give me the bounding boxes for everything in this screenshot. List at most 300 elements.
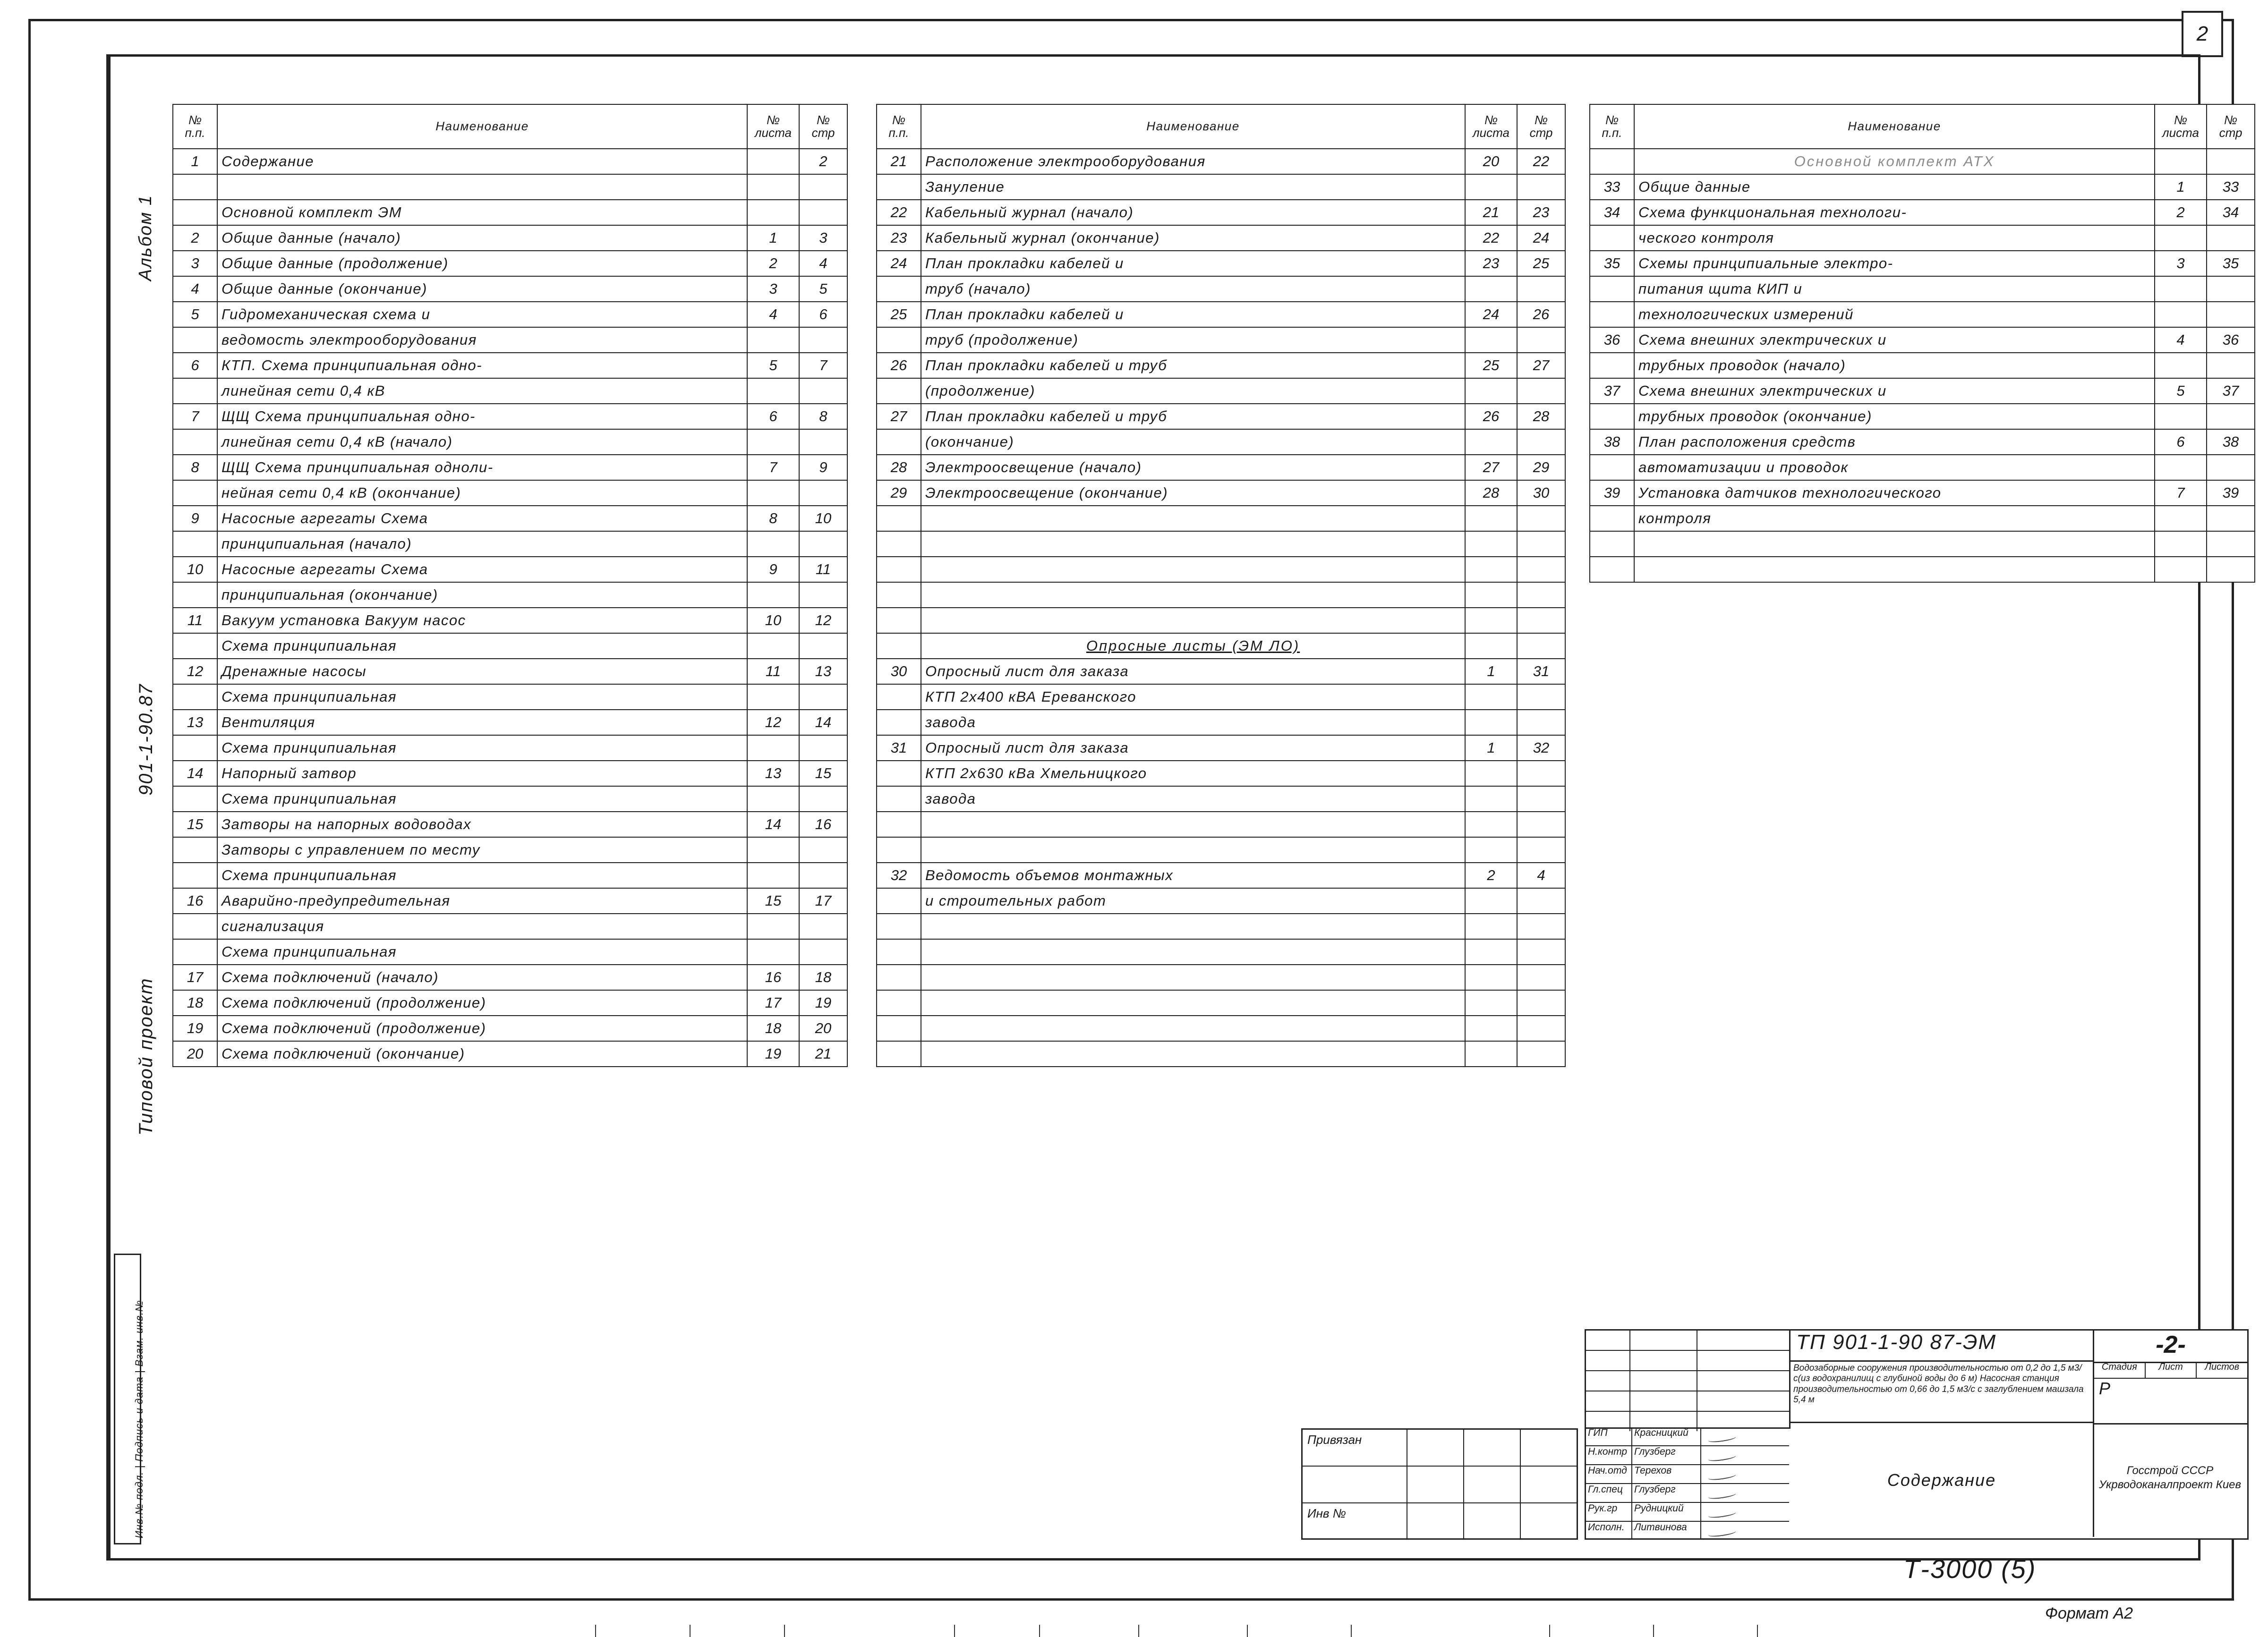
row-page-number xyxy=(2207,506,2255,531)
row-number: 32 xyxy=(877,863,921,888)
table-row xyxy=(877,633,1565,659)
table-row xyxy=(173,531,847,557)
row-number xyxy=(877,378,921,404)
binding-row-privyazan xyxy=(1303,1430,1577,1467)
table-row xyxy=(877,735,1565,761)
row-title: линейная сети 0,4 кВ xyxy=(217,378,747,404)
header-sheet: № листа xyxy=(1465,104,1517,149)
row-page-number: 26 xyxy=(1517,302,1565,327)
row-title: труб (начало) xyxy=(921,276,1465,302)
table-row xyxy=(173,965,847,990)
signature-mark xyxy=(1701,1484,1789,1502)
row-sheet-number: 2 xyxy=(1465,863,1517,888)
row-page-number xyxy=(1517,582,1565,608)
row-sheet-number xyxy=(2155,302,2207,327)
row-page-number: 24 xyxy=(1517,225,1565,251)
row-sheet-number xyxy=(747,378,799,404)
row-number xyxy=(877,506,921,531)
table-row xyxy=(173,327,847,353)
row-number: 31 xyxy=(877,735,921,761)
row-sheet-number: 4 xyxy=(747,302,799,327)
left-stamp-column xyxy=(111,59,158,1551)
row-number: 12 xyxy=(173,659,217,684)
table-row xyxy=(877,608,1565,633)
row-title: Схема принципиальная xyxy=(217,863,747,888)
table-row xyxy=(173,225,847,251)
row-sheet-number: 25 xyxy=(1465,353,1517,378)
row-title xyxy=(921,939,1465,965)
row-title xyxy=(921,965,1465,990)
row-number xyxy=(877,812,921,837)
row-number: 28 xyxy=(877,455,921,480)
table-row xyxy=(877,174,1565,200)
row-title: принципиальная (окончание) xyxy=(217,582,747,608)
row-sheet-number: 3 xyxy=(2155,251,2207,276)
row-sheet-number xyxy=(747,174,799,200)
row-page-number xyxy=(799,939,847,965)
table-row xyxy=(1590,225,2255,251)
row-page-number: 19 xyxy=(799,990,847,1016)
corner-page-number: 2 xyxy=(2182,11,2223,57)
row-title: Схема функциональная технологи- xyxy=(1634,200,2155,225)
revision-row xyxy=(1586,1371,1789,1391)
row-page-number xyxy=(1517,786,1565,812)
row-sheet-number xyxy=(747,531,799,557)
row-page-number: 38 xyxy=(2207,429,2255,455)
row-number xyxy=(173,429,217,455)
row-title: Схема подключений (окончание) xyxy=(217,1041,747,1067)
row-sheet-number xyxy=(2155,353,2207,378)
row-page-number xyxy=(799,531,847,557)
row-page-number xyxy=(799,200,847,225)
row-sheet-number xyxy=(2155,276,2207,302)
ruler-tick xyxy=(1247,1625,1248,1637)
row-title: и строительных работ xyxy=(921,888,1465,914)
row-title: Затворы с управлением по месту xyxy=(217,837,747,863)
row-title: Гидромеханическая схема и xyxy=(217,302,747,327)
row-number xyxy=(173,174,217,200)
table-row xyxy=(173,455,847,480)
row-sheet-number: 3 xyxy=(747,276,799,302)
stage-header-stage: Стадия xyxy=(2094,1362,2146,1378)
row-title: КТП 2х630 кВа Хмельницкого xyxy=(921,761,1465,786)
table-row xyxy=(877,225,1565,251)
row-title: Аварийно-предупредительная xyxy=(217,888,747,914)
row-title: Насосные агрегаты Схема xyxy=(217,557,747,582)
stage-header-sheets: Листов xyxy=(2205,1362,2240,1372)
row-title: Схема внешних электрических и xyxy=(1634,378,2155,404)
row-page-number: 18 xyxy=(799,965,847,990)
row-page-number xyxy=(2207,353,2255,378)
table-row xyxy=(173,582,847,608)
signature-mark xyxy=(1701,1427,1789,1445)
row-sheet-number: 15 xyxy=(747,888,799,914)
row-title: принципиальная (начало) xyxy=(217,531,747,557)
table-row xyxy=(1590,378,2255,404)
row-page-number xyxy=(1517,174,1565,200)
table-row xyxy=(1590,276,2255,302)
row-number: 16 xyxy=(173,888,217,914)
row-sheet-number xyxy=(747,149,799,174)
row-page-number: 35 xyxy=(2207,251,2255,276)
row-number xyxy=(173,327,217,353)
row-title: Общие данные (окончание) xyxy=(217,276,747,302)
row-sheet-number: 13 xyxy=(747,761,799,786)
stage-header-sheet: Лист xyxy=(2146,1362,2197,1378)
row-title xyxy=(921,990,1465,1016)
row-sheet-number xyxy=(1465,429,1517,455)
signature-mark xyxy=(1701,1503,1789,1521)
row-number: 36 xyxy=(1590,327,1634,353)
row-title: Общие данные (продолжение) xyxy=(217,251,747,276)
signature-name: Красницкий xyxy=(1632,1427,1701,1445)
row-sheet-number xyxy=(2155,225,2207,251)
table-row xyxy=(173,684,847,710)
revision-row xyxy=(1586,1331,1789,1351)
row-page-number xyxy=(799,786,847,812)
table-row xyxy=(173,608,847,633)
row-title: Вентиляция xyxy=(217,710,747,735)
row-number xyxy=(1590,531,1634,557)
row-page-number xyxy=(2207,149,2255,174)
row-page-number xyxy=(1517,633,1565,659)
table-row xyxy=(173,1016,847,1041)
table-row xyxy=(1590,557,2255,582)
row-page-number xyxy=(1517,557,1565,582)
row-page-number xyxy=(799,863,847,888)
row-sheet-number xyxy=(2155,531,2207,557)
table-row xyxy=(1590,327,2255,353)
ruler-tick xyxy=(1138,1625,1139,1637)
row-title: Схема принципиальная xyxy=(217,786,747,812)
row-number xyxy=(877,786,921,812)
title-block-main xyxy=(1791,1331,2246,1537)
table-row xyxy=(877,1041,1565,1067)
row-number: 13 xyxy=(173,710,217,735)
row-page-number xyxy=(799,429,847,455)
row-sheet-number: 7 xyxy=(2155,480,2207,506)
row-sheet-number xyxy=(1465,506,1517,531)
table-row xyxy=(173,404,847,429)
row-sheet-number: 6 xyxy=(2155,429,2207,455)
row-sheet-number xyxy=(1465,378,1517,404)
header-no: № п.п. xyxy=(1590,104,1634,149)
row-number xyxy=(173,735,217,761)
signature-row xyxy=(1586,1427,1789,1446)
row-title xyxy=(921,914,1465,939)
table-header-row xyxy=(173,104,847,149)
row-title xyxy=(921,557,1465,582)
row-number xyxy=(877,557,921,582)
row-sheet-number xyxy=(1465,276,1517,302)
row-sheet-number xyxy=(1465,939,1517,965)
row-page-number xyxy=(1517,990,1565,1016)
binding-cells xyxy=(1407,1430,1577,1466)
table-row xyxy=(877,710,1565,735)
row-number xyxy=(173,863,217,888)
row-title: Схема принципиальная xyxy=(217,939,747,965)
row-sheet-number: 22 xyxy=(1465,225,1517,251)
table-row xyxy=(173,480,847,506)
row-number xyxy=(1590,506,1634,531)
row-number xyxy=(877,684,921,710)
signature-stamp-box xyxy=(114,1254,145,1544)
row-number xyxy=(877,174,921,200)
row-number: 5 xyxy=(173,302,217,327)
project-code: 901-1-90.87 xyxy=(136,683,156,796)
row-title: Ведомость объемов монтажных xyxy=(921,863,1465,888)
signature-row xyxy=(1586,1446,1789,1465)
table-row xyxy=(877,353,1565,378)
row-page-number xyxy=(1517,1016,1565,1041)
row-sheet-number xyxy=(747,837,799,863)
table-row xyxy=(877,378,1565,404)
table-body-column-3 xyxy=(1590,149,2255,582)
row-sheet-number: 28 xyxy=(1465,480,1517,506)
row-sheet-number xyxy=(747,633,799,659)
row-sheet-number: 10 xyxy=(747,608,799,633)
row-title: План прокладки кабелей и труб xyxy=(921,353,1465,378)
contents-table-column-2 xyxy=(876,104,1566,1067)
table-row xyxy=(877,200,1565,225)
row-title: линейная сети 0,4 кВ (начало) xyxy=(217,429,747,455)
table-row xyxy=(877,506,1565,531)
row-number xyxy=(173,480,217,506)
row-number: 4 xyxy=(173,276,217,302)
table-row xyxy=(1590,174,2255,200)
row-number: 34 xyxy=(1590,200,1634,225)
row-title: трубных проводок (окончание) xyxy=(1634,404,2155,429)
table-row xyxy=(877,659,1565,684)
ruler-tick xyxy=(690,1625,691,1637)
stage-block xyxy=(2093,1362,2247,1425)
row-sheet-number: 1 xyxy=(1465,735,1517,761)
row-page-number: 2 xyxy=(799,149,847,174)
row-number xyxy=(173,378,217,404)
inventory-label: Инв № xyxy=(1303,1503,1407,1539)
row-number xyxy=(877,327,921,353)
row-number xyxy=(877,429,921,455)
row-sheet-number xyxy=(1465,888,1517,914)
signature-row xyxy=(1586,1465,1789,1484)
table-row xyxy=(877,863,1565,888)
table-row xyxy=(173,914,847,939)
row-title: нейная сети 0,4 кВ (окончание) xyxy=(217,480,747,506)
format-label: Формат А2 xyxy=(2045,1604,2133,1622)
row-sheet-number: 21 xyxy=(1465,200,1517,225)
row-sheet-number: 1 xyxy=(747,225,799,251)
row-page-number xyxy=(1517,531,1565,557)
row-sheet-number: 26 xyxy=(1465,404,1517,429)
table-row xyxy=(173,429,847,455)
row-sheet-number: 23 xyxy=(1465,251,1517,276)
row-title: План прокладки кабелей и xyxy=(921,302,1465,327)
table-row xyxy=(173,251,847,276)
table-row xyxy=(173,761,847,786)
row-title: План прокладки кабелей и труб xyxy=(921,404,1465,429)
table-row xyxy=(173,174,847,200)
row-number: 27 xyxy=(877,404,921,429)
row-number xyxy=(173,531,217,557)
row-title: Установка датчиков технологического xyxy=(1634,480,2155,506)
signature-row xyxy=(1586,1522,1789,1540)
row-number xyxy=(877,1041,921,1067)
row-page-number xyxy=(2207,225,2255,251)
row-page-number xyxy=(1517,1041,1565,1067)
table-row xyxy=(1590,200,2255,225)
row-title xyxy=(217,174,747,200)
header-name: Наименование xyxy=(217,104,747,149)
row-sheet-number xyxy=(2155,455,2207,480)
row-page-number: 37 xyxy=(2207,378,2255,404)
table-row xyxy=(173,378,847,404)
row-number xyxy=(877,608,921,633)
table-row xyxy=(877,1016,1565,1041)
row-sheet-number: 24 xyxy=(1465,302,1517,327)
row-sheet-number xyxy=(747,863,799,888)
row-title: Опросный лист для заказа xyxy=(921,735,1465,761)
row-title xyxy=(921,812,1465,837)
row-title: автоматизации и проводок xyxy=(1634,455,2155,480)
row-number: 38 xyxy=(1590,429,1634,455)
row-number xyxy=(877,633,921,659)
row-sheet-number xyxy=(1465,965,1517,990)
ruler-tick xyxy=(1549,1625,1550,1637)
table-row xyxy=(877,990,1565,1016)
header-page: № стр xyxy=(799,104,847,149)
row-number xyxy=(173,582,217,608)
row-number: 10 xyxy=(173,557,217,582)
table-row xyxy=(173,1041,847,1067)
row-title: завода xyxy=(921,786,1465,812)
table-row xyxy=(877,149,1565,174)
row-sheet-number: 8 xyxy=(747,506,799,531)
row-page-number xyxy=(799,684,847,710)
table-row xyxy=(877,837,1565,863)
row-sheet-number: 5 xyxy=(747,353,799,378)
table-row xyxy=(173,888,847,914)
row-number xyxy=(877,582,921,608)
row-title xyxy=(921,1016,1465,1041)
table-row xyxy=(1590,506,2255,531)
table-row xyxy=(877,276,1565,302)
row-number xyxy=(877,965,921,990)
row-title: Электроосвещение (окончание) xyxy=(921,480,1465,506)
row-page-number: 31 xyxy=(1517,659,1565,684)
row-title: (продолжение) xyxy=(921,378,1465,404)
row-page-number xyxy=(1517,378,1565,404)
row-sheet-number xyxy=(747,939,799,965)
row-number xyxy=(877,914,921,939)
signature-mark xyxy=(1701,1446,1789,1464)
row-sheet-number xyxy=(2155,557,2207,582)
table-row xyxy=(173,837,847,863)
row-sheet-number xyxy=(747,200,799,225)
table-row xyxy=(173,735,847,761)
table-row xyxy=(877,812,1565,837)
row-sheet-number: 20 xyxy=(1465,149,1517,174)
row-page-number xyxy=(1517,327,1565,353)
row-title xyxy=(921,506,1465,531)
row-number: 8 xyxy=(173,455,217,480)
row-sheet-number xyxy=(747,327,799,353)
row-number: 11 xyxy=(173,608,217,633)
row-sheet-number xyxy=(747,914,799,939)
ruler-tick xyxy=(1039,1625,1040,1637)
table-row xyxy=(173,506,847,531)
row-sheet-number xyxy=(1465,761,1517,786)
row-number xyxy=(1590,404,1634,429)
row-page-number: 34 xyxy=(2207,200,2255,225)
row-page-number xyxy=(1517,710,1565,735)
row-sheet-number xyxy=(2155,149,2207,174)
row-page-number: 12 xyxy=(799,608,847,633)
binding-cells xyxy=(1407,1503,1577,1539)
row-page-number xyxy=(1517,506,1565,531)
row-number: 35 xyxy=(1590,251,1634,276)
row-title: ческого контроля xyxy=(1634,225,2155,251)
row-title: контроля xyxy=(1634,506,2155,531)
table-row xyxy=(877,557,1565,582)
signature-mark xyxy=(1701,1465,1789,1483)
table-row xyxy=(1590,251,2255,276)
row-page-number: 28 xyxy=(1517,404,1565,429)
row-title: Схема подключений (начало) xyxy=(217,965,747,990)
row-page-number xyxy=(1517,684,1565,710)
table-row xyxy=(877,480,1565,506)
table-header-row xyxy=(1590,104,2255,149)
row-page-number: 32 xyxy=(1517,735,1565,761)
row-sheet-number: 7 xyxy=(747,455,799,480)
row-title: Расположение электрооборудования xyxy=(921,149,1465,174)
row-sheet-number xyxy=(1465,914,1517,939)
row-title xyxy=(921,837,1465,863)
row-number: 24 xyxy=(877,251,921,276)
row-number: 14 xyxy=(173,761,217,786)
contents-table-column-3 xyxy=(1589,104,2255,583)
row-sheet-number: 17 xyxy=(747,990,799,1016)
row-page-number xyxy=(2207,557,2255,582)
table-row xyxy=(1590,455,2255,480)
row-page-number xyxy=(799,735,847,761)
row-page-number: 10 xyxy=(799,506,847,531)
row-title: Общие данные (начало) xyxy=(217,225,747,251)
binding-row-mid xyxy=(1303,1467,1577,1503)
row-title: Кабельный журнал (начало) xyxy=(921,200,1465,225)
row-page-number: 23 xyxy=(1517,200,1565,225)
row-number xyxy=(877,837,921,863)
row-number xyxy=(877,710,921,735)
row-number xyxy=(877,761,921,786)
row-page-number: 21 xyxy=(799,1041,847,1067)
row-sheet-number: 2 xyxy=(2155,200,2207,225)
row-title: питания щита КИП и xyxy=(1634,276,2155,302)
row-title xyxy=(921,582,1465,608)
row-number: 15 xyxy=(173,812,217,837)
row-title: ведомость электрооборудования xyxy=(217,327,747,353)
header-name: Наименование xyxy=(921,104,1465,149)
row-page-number: 4 xyxy=(1517,863,1565,888)
row-title xyxy=(921,608,1465,633)
binding-label-empty xyxy=(1303,1467,1407,1502)
row-number: 7 xyxy=(173,404,217,429)
row-number xyxy=(173,939,217,965)
row-number xyxy=(173,633,217,659)
row-title: Электроосвещение (начало) xyxy=(921,455,1465,480)
row-number xyxy=(173,914,217,939)
stage-value: Р xyxy=(2099,1379,2111,1398)
table-row xyxy=(877,914,1565,939)
